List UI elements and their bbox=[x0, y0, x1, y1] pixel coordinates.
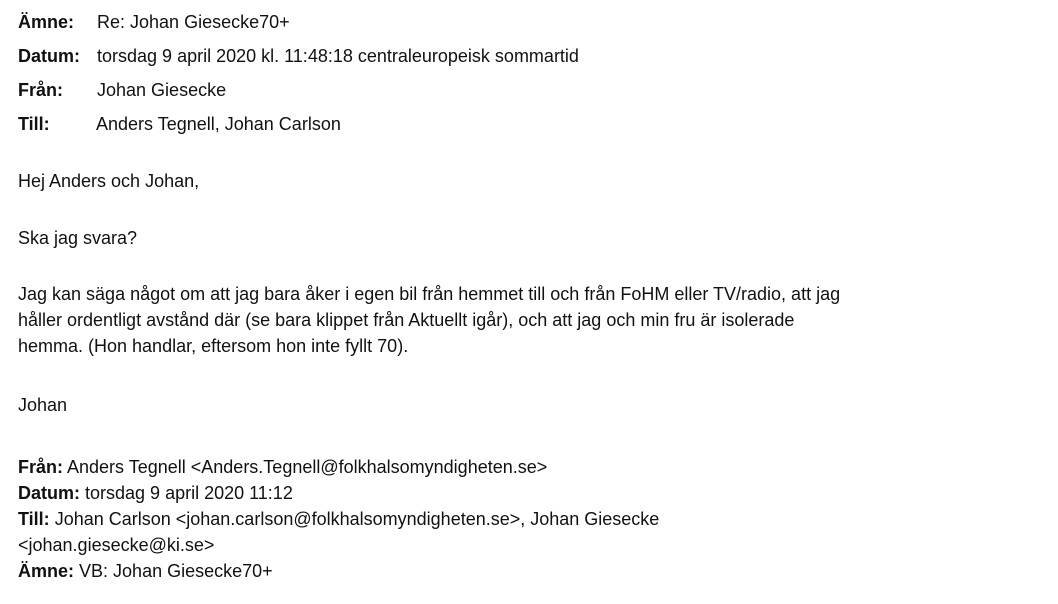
header-date-row bbox=[18, 44, 579, 68]
forwarded-from-value: Anders Tegnell <Anders.Tegnell@folkhalsomyndigheten.se> bbox=[67, 457, 548, 477]
date-value: torsdag 9 april 2020 kl. 11:48:18 centraleuropeisk sommartid bbox=[97, 46, 579, 66]
date-label: Datum: bbox=[18, 46, 80, 66]
forwarded-header bbox=[18, 454, 1018, 584]
forwarded-from-label: Från: bbox=[18, 457, 63, 477]
greeting-line: Hej Anders och Johan, bbox=[18, 171, 200, 191]
subject-value: Re: Johan Giesecke70+ bbox=[97, 12, 290, 32]
forwarded-date-row bbox=[18, 480, 1018, 506]
to-value: Anders Tegnell, Johan Carlson bbox=[96, 114, 341, 134]
forwarded-to-continued: <johan.giesecke@ki.se> bbox=[18, 535, 215, 555]
forwarded-to-value: Johan Carlson <johan.carlson@folkhalsomyndigheten.se>, Johan Giesecke bbox=[54, 509, 660, 529]
header-subject-row bbox=[18, 10, 290, 34]
forwarded-to-label: Till: bbox=[18, 509, 50, 529]
header-to-row bbox=[18, 112, 341, 136]
forwarded-from-row bbox=[18, 454, 1018, 480]
body-paragraph bbox=[18, 281, 1018, 359]
from-value: Johan Giesecke bbox=[97, 80, 227, 100]
forwarded-subject-row bbox=[18, 558, 1018, 584]
paragraph-line: håller ordentligt avstånd där (se bara klippet från Aktuellt igår), och att jag och min fru är isolerade bbox=[18, 310, 795, 330]
forwarded-subject-value: VB: Johan Giesecke70+ bbox=[79, 561, 273, 581]
subject-label: Ämne: bbox=[18, 12, 75, 32]
signoff-line: Johan bbox=[18, 395, 68, 415]
forwarded-subject-label: Ämne: bbox=[18, 561, 75, 581]
question-line: Ska jag svara? bbox=[18, 228, 138, 248]
forwarded-date-value: torsdag 9 april 2020 11:12 bbox=[85, 483, 293, 503]
from-label: Från: bbox=[18, 80, 63, 100]
to-label: Till: bbox=[18, 114, 50, 134]
forwarded-date-label: Datum: bbox=[18, 483, 80, 503]
forwarded-to-row bbox=[18, 506, 1018, 532]
paragraph-line: hemma. (Hon handlar, eftersom hon inte fyllt 70). bbox=[18, 336, 409, 356]
paragraph-line: Jag kan säga något om att jag bara åker i egen bil från hemmet till och från FoHM eller TV/radio, att jag bbox=[18, 284, 841, 304]
header-from-row bbox=[18, 78, 226, 102]
